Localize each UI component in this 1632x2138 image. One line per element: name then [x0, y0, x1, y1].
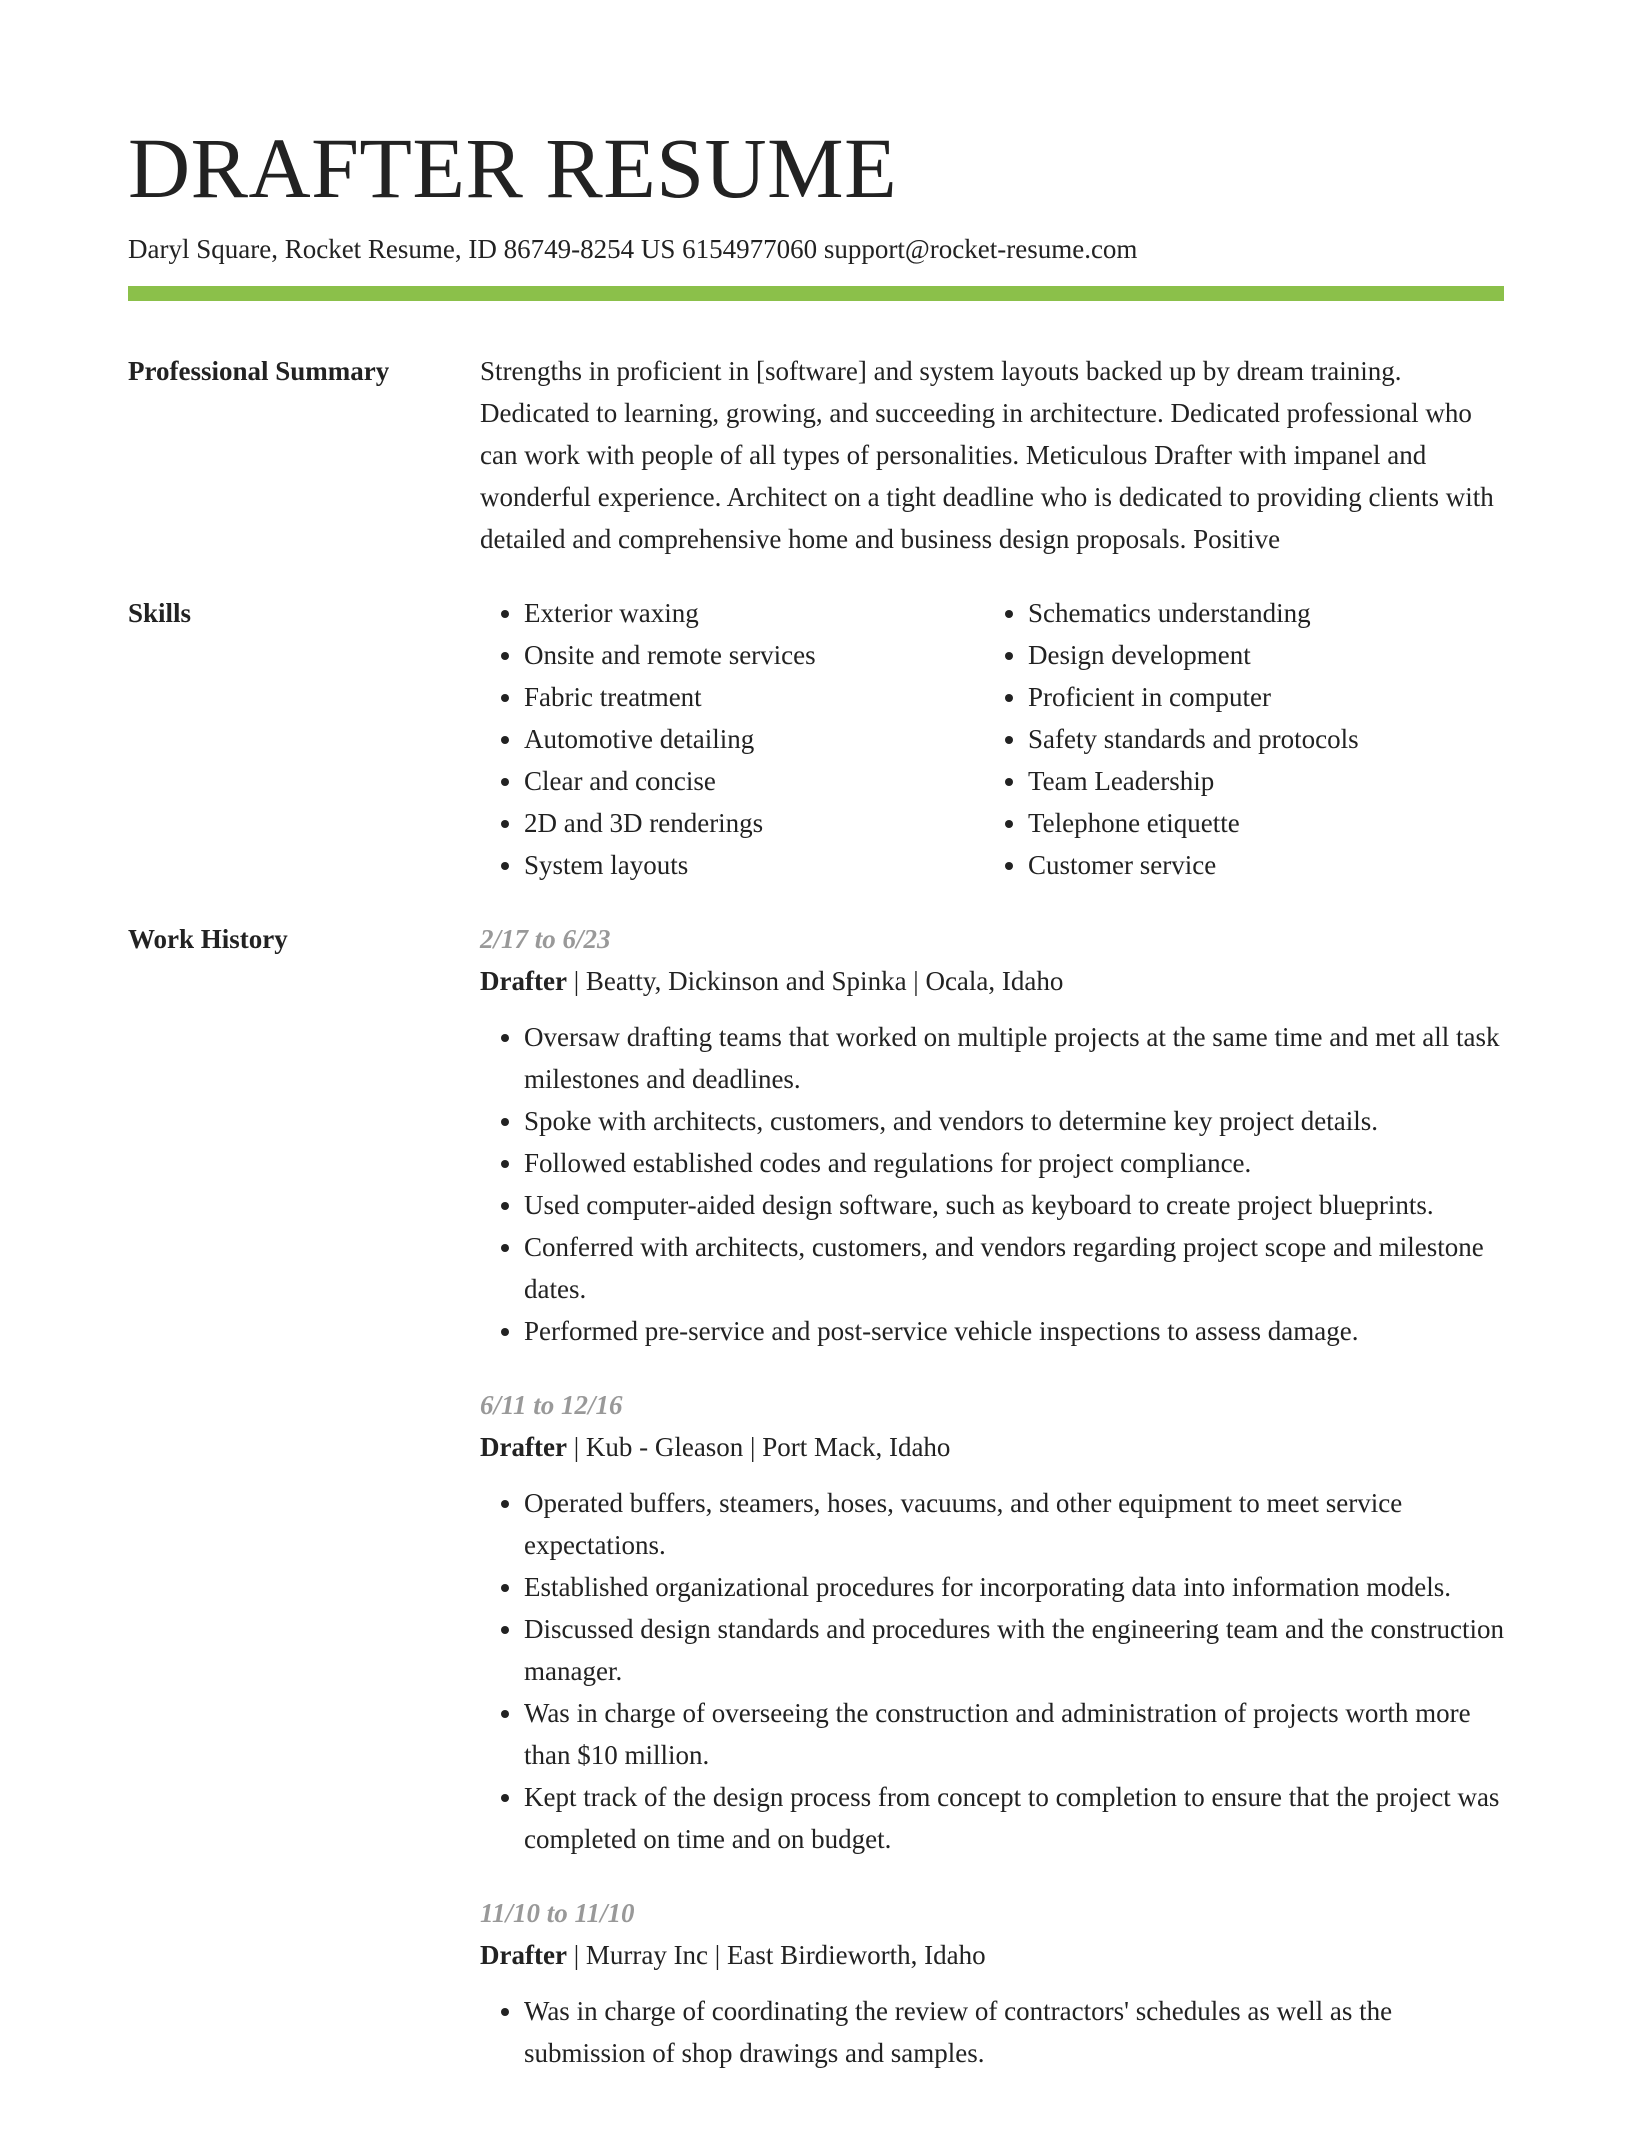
section-label-work-history: Work History: [128, 924, 288, 954]
skill-item: • Automotive detailing: [524, 718, 984, 760]
job-title: Drafter: [480, 1432, 567, 1462]
skill-item: • Telephone etiquette: [1028, 802, 1488, 844]
skills-section: [128, 592, 1504, 886]
job-entry: [480, 1384, 1504, 1860]
skill-item: • Safety standards and protocols: [1028, 718, 1488, 760]
job-heading: [480, 1426, 1504, 1468]
job-duty-item: • Was in charge of overseeing the construction and administration of projects worth more than $10 million.: [524, 1692, 1504, 1776]
job-entry: [480, 918, 1504, 1352]
skill-item: • Customer service: [1028, 844, 1488, 886]
job-title: Drafter: [480, 1940, 567, 1970]
work-history-section: [128, 918, 1504, 2106]
skill-item: • Clear and concise: [524, 760, 984, 802]
skill-item: • Proficient in computer: [1028, 676, 1488, 718]
job-duty-item: • Followed established codes and regulations for project compliance.: [524, 1142, 1504, 1184]
job-duty-item: • Discussed design standards and procedures with the engineering team and the construction manager.: [524, 1608, 1504, 1692]
resume-title: DRAFTER RESUME: [128, 120, 898, 216]
job-duty-item: • Kept track of the design process from concept to completion to ensure that the project was completed on time and on budget.: [524, 1776, 1504, 1860]
job-heading: [480, 1934, 1504, 1976]
job-duties-list: [480, 1016, 1504, 1352]
skill-item: • Fabric treatment: [524, 676, 984, 718]
job-duties-list: [480, 1990, 1504, 2074]
job-dates: 2/17 to 6/23: [480, 924, 611, 954]
skill-item: • Exterior waxing: [524, 592, 984, 634]
job-dates: 6/11 to 12/16: [480, 1390, 623, 1420]
resume-sections: [128, 350, 1504, 2138]
job-title: Drafter: [480, 966, 567, 996]
skill-item: • 2D and 3D renderings: [524, 802, 984, 844]
job-duty-item: • Spoke with architects, customers, and vendors to determine key project details.: [524, 1100, 1504, 1142]
section-label-summary: Professional Summary: [128, 356, 390, 386]
work-history-body: [480, 918, 1504, 2106]
summary-body: [480, 350, 1504, 560]
skill-item: • Schematics understanding: [1028, 592, 1488, 634]
professional-summary-section: [128, 350, 1504, 560]
skill-item: • Design development: [1028, 634, 1488, 676]
job-entry: [480, 1892, 1504, 2074]
skills-body: [480, 592, 1504, 886]
skills-list-left: [480, 592, 984, 886]
job-duty-item: • Established organizational procedures for incorporating data into information models.: [524, 1566, 1504, 1608]
skill-item: • Team Leadership: [1028, 760, 1488, 802]
job-duty-item: • Oversaw drafting teams that worked on multiple projects at the same time and met all task milestones and deadlines.: [524, 1016, 1504, 1100]
job-company-location: | Kub - Gleason | Port Mack, Idaho: [566, 1432, 951, 1462]
skill-item: • System layouts: [524, 844, 984, 886]
job-duty-item: • Was in charge of coordinating the review of contractors' schedules as well as the submission of shop drawings and samples.: [524, 1990, 1504, 2074]
contact-line: Daryl Square, Rocket Resume, ID 86749-8254 US 6154977060 support@rocket-resume.com: [128, 234, 1138, 264]
skills-list-right: [984, 592, 1488, 886]
job-dates: 11/10 to 11/10: [480, 1898, 635, 1928]
job-duty-item: • Performed pre-service and post-service vehicle inspections to assess damage.: [524, 1310, 1504, 1352]
summary-text: Strengths in proficient in [software] and system layouts backed up by dream training. Dedicated to learning, growing, and succeeding in architecture. Dedicated professional who can work with people of all types of personalities. Meticulous Drafter with impanel and wonderful experience. Architect on a tight deadline who is dedicated to providing clients with detailed and comprehensive home and business design proposals. Positive: [480, 356, 1494, 554]
job-company-location: | Beatty, Dickinson and Spinka | Ocala, Idaho: [566, 966, 1064, 996]
section-label-skills: Skills: [128, 598, 192, 628]
job-duties-list: [480, 1482, 1504, 1860]
job-company-location: | Murray Inc | East Birdieworth, Idaho: [566, 1940, 986, 1970]
job-duty-item: • Used computer-aided design software, such as keyboard to create project blueprints.: [524, 1184, 1504, 1226]
job-duty-item: • Conferred with architects, customers, and vendors regarding project scope and milestone dates.: [524, 1226, 1504, 1310]
job-heading: [480, 960, 1504, 1002]
job-duty-item: • Operated buffers, steamers, hoses, vacuums, and other equipment to meet service expectations.: [524, 1482, 1504, 1566]
skill-item: • Onsite and remote services: [524, 634, 984, 676]
skills-columns: [480, 592, 1504, 886]
accent-divider: [128, 286, 1504, 301]
